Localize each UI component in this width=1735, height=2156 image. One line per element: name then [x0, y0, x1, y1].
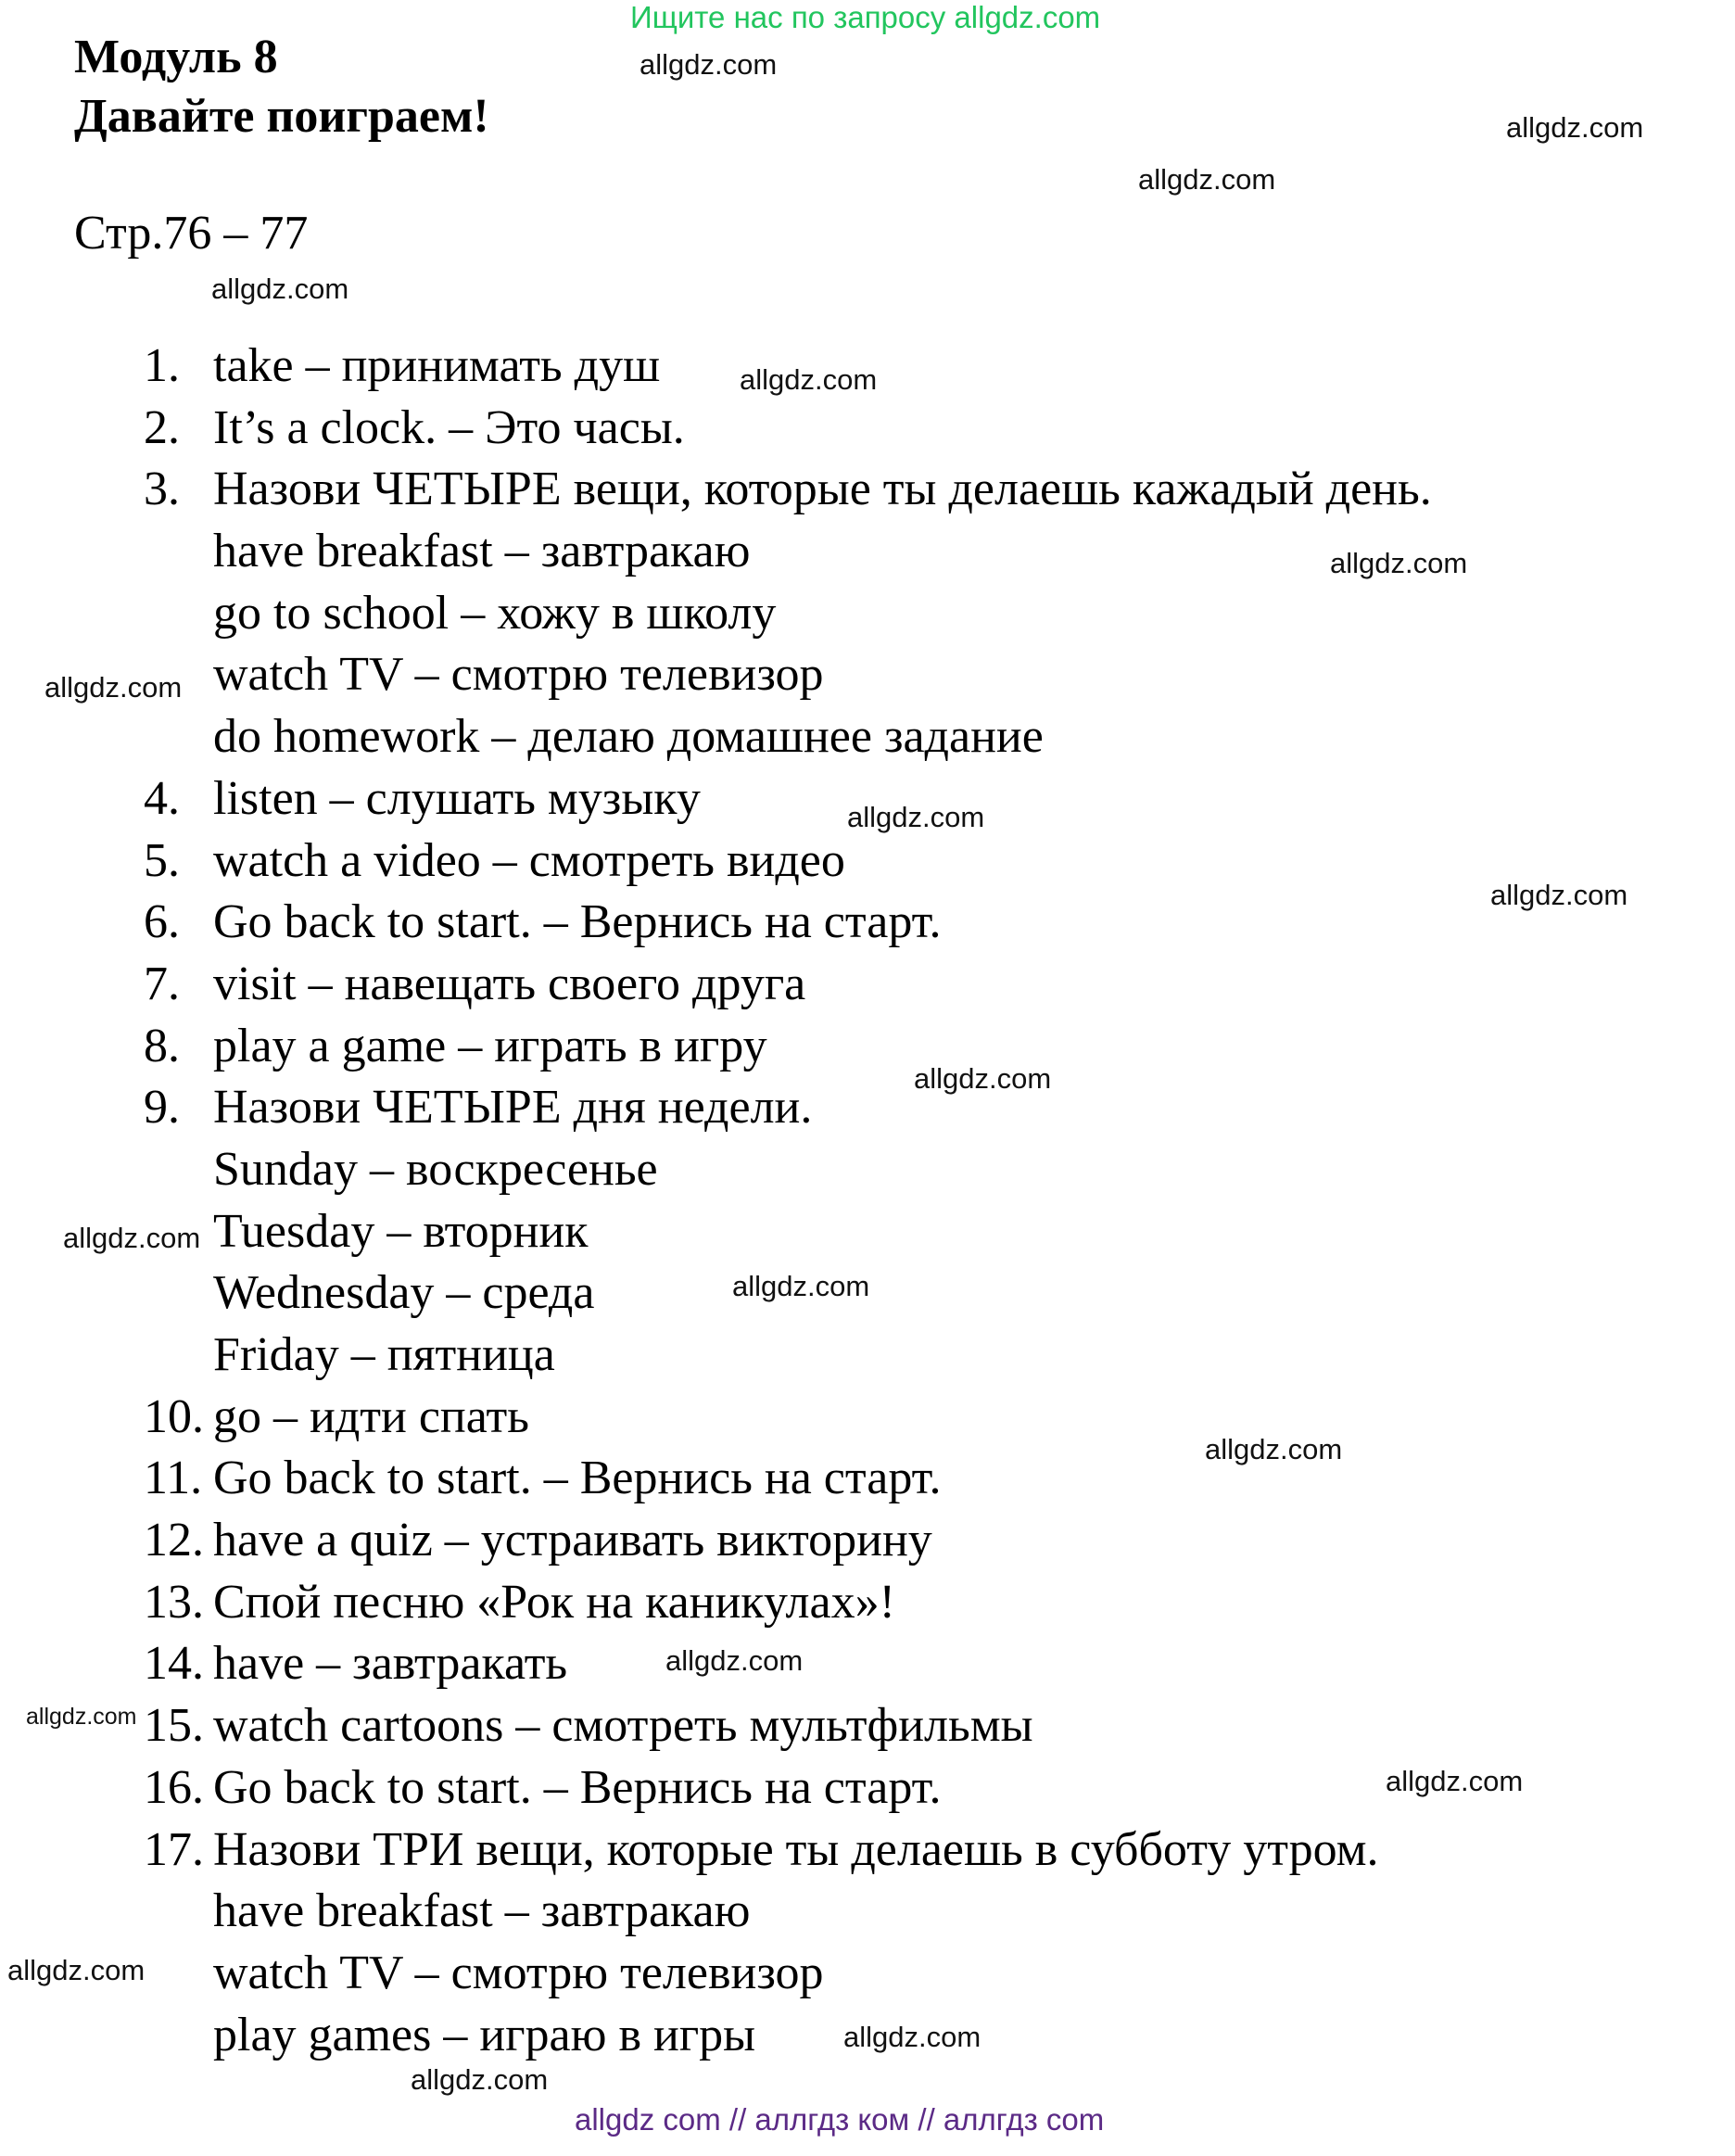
item-number: 3.: [144, 463, 180, 516]
item-number: 16.: [144, 1760, 204, 1814]
item-text: play games – играю в игры: [213, 2008, 756, 2061]
list-item: [0, 954, 1735, 1016]
list-subitem: [0, 1881, 1735, 1943]
item-text: Wednesday – среда: [213, 1266, 595, 1320]
watermark: allgdz.com: [1506, 111, 1644, 144]
list-subitem: [0, 1139, 1735, 1201]
item-text: listen – слушать музыку: [213, 771, 701, 825]
watermark: allgdz.com: [1330, 547, 1468, 579]
item-text: Назови ЧЕТЫРЕ вещи, которые ты делаешь кажадый день.: [213, 463, 1432, 516]
watermark: allgdz.com: [914, 1062, 1052, 1095]
list-subitem: [0, 583, 1735, 645]
list-subitem: [0, 1325, 1735, 1387]
item-text: take – принимать душ: [213, 339, 661, 392]
item-text: It’s a clock. – Это часы.: [213, 400, 685, 454]
item-number: 5.: [144, 833, 180, 887]
list-item: [0, 1016, 1735, 1078]
watermark: allgdz.com: [1205, 1433, 1343, 1465]
item-text: Go back to start. – Вернись на старт.: [213, 895, 942, 949]
item-number: 12.: [144, 1514, 204, 1567]
item-number: 13.: [144, 1575, 204, 1629]
item-text: have breakfast – завтракаю: [213, 1884, 751, 1938]
watermark: allgdz.com: [26, 1704, 137, 1730]
item-number: 7.: [144, 957, 180, 1010]
item-number: 10.: [144, 1389, 204, 1443]
watermark: allgdz.com: [732, 1270, 870, 1302]
watermark: allgdz.com: [843, 2021, 981, 2053]
list-item: [0, 892, 1735, 954]
list-item: [0, 1633, 1735, 1695]
page-reference: Стр.76 – 77: [74, 207, 309, 260]
item-number: 6.: [144, 895, 180, 949]
item-text: Go back to start. – Вернись на старт.: [213, 1452, 942, 1505]
item-text: watch TV – смотрю телевизор: [213, 648, 824, 702]
list-item: [0, 1448, 1735, 1510]
watermark: allgdz.com: [1490, 879, 1628, 911]
item-text: go – идти спать: [213, 1389, 529, 1443]
list-item: [0, 459, 1735, 521]
watermark: allgdz.com: [665, 1644, 804, 1677]
watermark: allgdz.com: [44, 671, 183, 704]
watermark: allgdz.com: [740, 363, 878, 396]
list-item: [0, 1572, 1735, 1634]
item-text: have a quiz – устраивать викторину: [213, 1514, 932, 1567]
watermark: allgdz.com: [411, 2063, 549, 2096]
module-heading: [74, 28, 489, 146]
item-number: 14.: [144, 1637, 204, 1691]
item-text: Go back to start. – Вернись на старт.: [213, 1760, 942, 1814]
item-number: 9.: [144, 1081, 180, 1135]
item-text: have – завтракать: [213, 1637, 568, 1691]
item-text: Назови ТРИ вещи, которые ты делаешь в субботу утром.: [213, 1822, 1379, 1876]
item-text: have breakfast – завтракаю: [213, 525, 751, 578]
watermark: allgdz.com: [1386, 1765, 1524, 1797]
item-text: Tuesday – вторник: [213, 1204, 589, 1258]
exercise-list: [0, 336, 1735, 2066]
item-text: do homework – делаю домашнее задание: [213, 710, 1044, 764]
list-item: [0, 1387, 1735, 1449]
watermark: allgdz.com: [847, 801, 985, 833]
watermark: allgdz.com: [640, 48, 778, 81]
item-text: Назови ЧЕТЫРЕ дня недели.: [213, 1081, 813, 1135]
item-number: 11.: [144, 1452, 203, 1505]
list-subitem: [0, 1943, 1735, 2005]
item-number: 1.: [144, 339, 180, 392]
item-text: watch a video – смотреть видео: [213, 833, 845, 887]
watermark: allgdz.com: [1138, 163, 1276, 196]
watermark: allgdz.com: [63, 1222, 201, 1254]
item-number: 8.: [144, 1019, 180, 1072]
list-item: [0, 831, 1735, 893]
watermark: allgdz.com: [211, 273, 349, 305]
list-item: [0, 1077, 1735, 1139]
item-text: play a game – играть в игру: [213, 1019, 767, 1072]
list-subitem: [0, 1201, 1735, 1263]
module-title: Давайте поиграем!: [74, 90, 489, 143]
list-item: [0, 398, 1735, 460]
item-text: watch cartoons – смотреть мультфильмы: [213, 1699, 1033, 1753]
item-number: 15.: [144, 1699, 204, 1753]
item-number: 2.: [144, 400, 180, 454]
module-number: Модуль 8: [74, 31, 278, 83]
footer-watermark: allgdz com // аллгдз ком // аллгдз com: [575, 2102, 1105, 2137]
list-item: [0, 1695, 1735, 1757]
list-subitem: [0, 706, 1735, 768]
item-number: 4.: [144, 771, 180, 825]
item-text: go to school – хожу в школу: [213, 586, 777, 640]
item-text: Спой песню «Рок на каникулах»!: [213, 1575, 895, 1629]
list-item: [0, 1820, 1735, 1882]
item-text: watch TV – смотрю телевизор: [213, 1946, 824, 1999]
list-subitem: [0, 521, 1735, 583]
top-banner: Ищите нас по запросу allgdz.com: [630, 0, 1101, 34]
item-text: visit – навещать своего друга: [213, 957, 806, 1010]
watermark: allgdz.com: [7, 1954, 146, 1986]
item-number: 17.: [144, 1822, 204, 1876]
item-text: Friday – пятница: [213, 1328, 555, 1381]
list-subitem: [0, 644, 1735, 706]
item-text: Sunday – воскресенье: [213, 1142, 658, 1196]
list-item: [0, 1510, 1735, 1572]
